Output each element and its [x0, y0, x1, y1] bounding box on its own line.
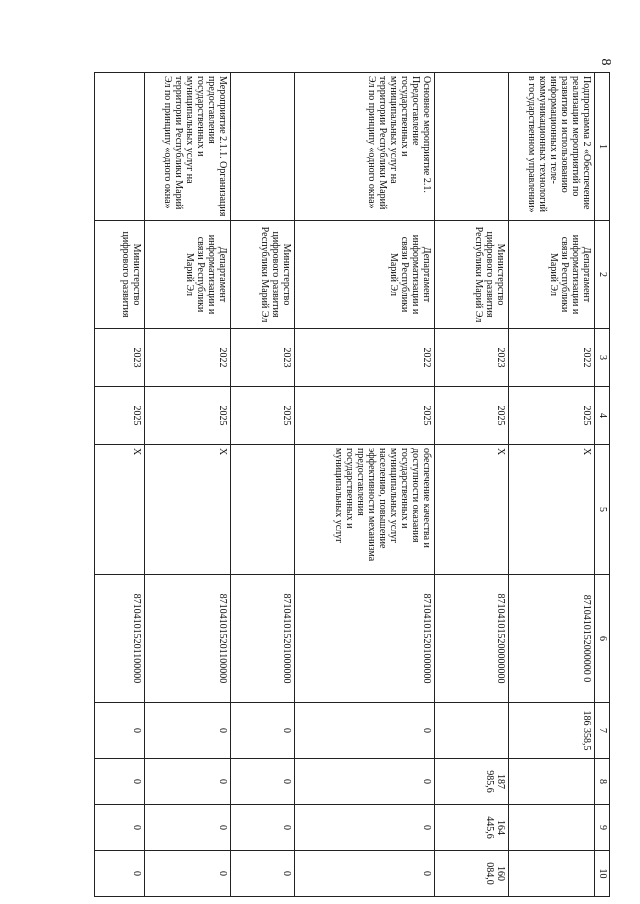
table-cell: Мероприятие 2.1.1. Организация предоставления государственных и муниципальных услуг на территории Республики Марий Эл по принципу «одного окна» [145, 73, 231, 221]
table-cell: 2022 [509, 329, 595, 387]
table-cell: 2023 [231, 329, 295, 387]
col-header: 2 [595, 221, 610, 329]
table-cell: 0 [95, 703, 145, 759]
table-cell: 0 [95, 759, 145, 805]
table-cell [231, 73, 295, 221]
table-row [509, 73, 595, 897]
col-header: 5 [595, 445, 610, 575]
table-cell [95, 73, 145, 221]
table-cell: 0 [231, 703, 295, 759]
table-cell: 0 [231, 851, 295, 897]
table-cell: 2025 [145, 387, 231, 445]
table-cell [435, 73, 509, 221]
table-cell: 871041015201000000 [231, 575, 295, 703]
table-cell: 2023 [435, 329, 509, 387]
header-row [595, 73, 610, 897]
table-cell: 0 [145, 851, 231, 897]
table-cell: 0 [231, 759, 295, 805]
table-cell: 871041015201000000 [295, 575, 435, 703]
table-cell: Департамент информатизации и связи Республики Марий Эл [295, 221, 435, 329]
table-cell: Х [95, 445, 145, 575]
table-cell: Подпрограмма 2 «Обеспечение реализации мероприятий по развитию и использованию информационных и теле-коммуникационных технологий в государственном управлении» [509, 73, 595, 221]
table-row [295, 73, 435, 897]
table-cell: Х [509, 445, 595, 575]
table-row [145, 73, 231, 897]
table-cell: 2025 [95, 387, 145, 445]
table-cell [509, 805, 595, 851]
table-body [95, 73, 595, 897]
table-cell: 186 358,5 [509, 703, 595, 759]
col-header: 1 [595, 73, 610, 221]
table-row [435, 73, 509, 897]
table-row [231, 73, 295, 897]
table-cell: 160 084,0 [435, 851, 509, 897]
table-cell: 164 445,6 [435, 805, 509, 851]
table-cell: Департамент информатизации и связи Республики Марий Эл [145, 221, 231, 329]
table-cell: 2022 [295, 329, 435, 387]
table-cell [509, 759, 595, 805]
table-cell: 2025 [231, 387, 295, 445]
table-cell: Министерство цифрового развития [95, 221, 145, 329]
table-cell: Основное мероприятие 2.1. Предоставление государственных и муниципальных услуг на территории Республики Марий Эл по принципу «одного окна» [295, 73, 435, 221]
table-cell: 871041015201100000 [145, 575, 231, 703]
col-header: 9 [595, 805, 610, 851]
page-number: 8 [598, 58, 613, 66]
table-cell: Министерство цифрового развития Республики Марий Эл [435, 221, 509, 329]
table-cell: 0 [295, 703, 435, 759]
table-cell [509, 851, 595, 897]
table-cell: 0 [95, 851, 145, 897]
col-header: 4 [595, 387, 610, 445]
table-cell: 0 [145, 759, 231, 805]
table-row [95, 73, 145, 897]
table-cell: 0 [95, 805, 145, 851]
col-header: 3 [595, 329, 610, 387]
table-cell: 8710410152000000 0 [509, 575, 595, 703]
table-cell: 871041015201100000 [95, 575, 145, 703]
col-header: 10 [595, 851, 610, 897]
table-cell: 0 [295, 805, 435, 851]
table-cell: 0 [295, 851, 435, 897]
table-cell: 2025 [509, 387, 595, 445]
table-cell: 0 [295, 759, 435, 805]
program-table [94, 72, 610, 897]
table-cell: 0 [145, 703, 231, 759]
table-cell: 2022 [145, 329, 231, 387]
table-cell: 0 [231, 805, 295, 851]
table-cell: 0 [145, 805, 231, 851]
table-cell [435, 703, 509, 759]
col-header: 6 [595, 575, 610, 703]
col-header: 8 [595, 759, 610, 805]
table-cell: Х [145, 445, 231, 575]
table-cell: 2023 [95, 329, 145, 387]
table-cell: Министерство цифрового развития Республики Марий Эл [231, 221, 295, 329]
col-header: 7 [595, 703, 610, 759]
table-cell: обеспечение качества и доступности оказания государственных и муниципальных услуг населению, повышение эффективности механизма предоставления государственных и муниципальных услуг [295, 445, 435, 575]
table-cell: 2025 [435, 387, 509, 445]
rotated-table-wrapper [120, 72, 610, 896]
table-cell: 871041015200000000 [435, 575, 509, 703]
table-cell: 187 985,6 [435, 759, 509, 805]
table-cell: 2025 [295, 387, 435, 445]
table-cell: Х [435, 445, 509, 575]
table-cell: Департамент информатизации и связи Республики Марий Эл [509, 221, 595, 329]
table-cell [231, 445, 295, 575]
